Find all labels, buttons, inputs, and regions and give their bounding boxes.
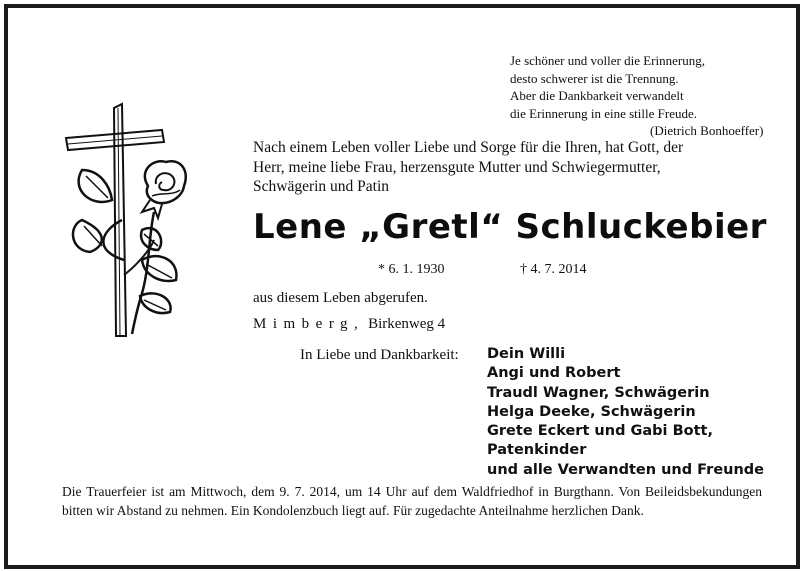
- deceased-name: Lene „Gretl“ Schluckebier: [253, 207, 767, 247]
- intro-line: Herr, meine liebe Frau, herzensgute Mutter und Schwiegermutter,: [253, 158, 661, 176]
- death-date: † 4. 7. 2014: [520, 262, 587, 277]
- cross-with-rose-icon: [62, 100, 192, 340]
- mourner-name: Helga Deeke, Schwägerin: [487, 403, 696, 420]
- place-name: Mimberg,: [253, 316, 365, 332]
- intro-line: Schwägerin und Patin: [253, 178, 390, 195]
- birth-date: * 6. 1. 1930: [378, 262, 445, 277]
- funeral-info: Die Trauerfeier ist am Mittwoch, dem 9. 7. 2014, um 14 Uhr auf dem Waldfriedhof in Burgthann. Von Beileidsbekundungen bitten wir Abstand zu nehmen. Ein Kondolenzbuch liegt auf. Für zugedachte Anteilnahme herzlichen Dank.: [62, 484, 762, 518]
- quote-line: desto schwerer ist die Trennung.: [510, 70, 679, 86]
- quote-line: Je schöner und voller die Erinnerung,: [510, 53, 705, 68]
- quote-line: die Erinnerung in eine stille Freude.: [510, 105, 698, 121]
- mourner-name: Angi und Robert: [487, 365, 621, 382]
- address: Birkenweg 4: [364, 316, 446, 332]
- quote-author: (Dietrich Bonhoeffer): [650, 123, 764, 138]
- residence: [253, 316, 445, 333]
- bonhoeffer-quote: [510, 52, 763, 140]
- mourner-name: und alle Verwandten und Freunde: [487, 461, 765, 478]
- quote-line: Aber die Dankbarkeit verwandelt: [510, 88, 684, 103]
- mourners-list: [487, 345, 764, 480]
- intro-line: Nach einem Leben voller Liebe und Sorge für die Ihren, hat Gott, der: [253, 139, 684, 156]
- mourner-name: Patenkinder: [487, 442, 587, 459]
- mourner-name: Dein Willi: [487, 346, 566, 362]
- called-away-text: aus diesem Leben abgerufen.: [253, 290, 428, 306]
- intro-text: [253, 138, 683, 197]
- mourner-name: Grete Eckert und Gabi Bott,: [487, 423, 713, 440]
- mourner-name: Traudl Wagner, Schwägerin: [487, 384, 710, 401]
- mourners-label: In Liebe und Dankbarkeit:: [300, 347, 459, 363]
